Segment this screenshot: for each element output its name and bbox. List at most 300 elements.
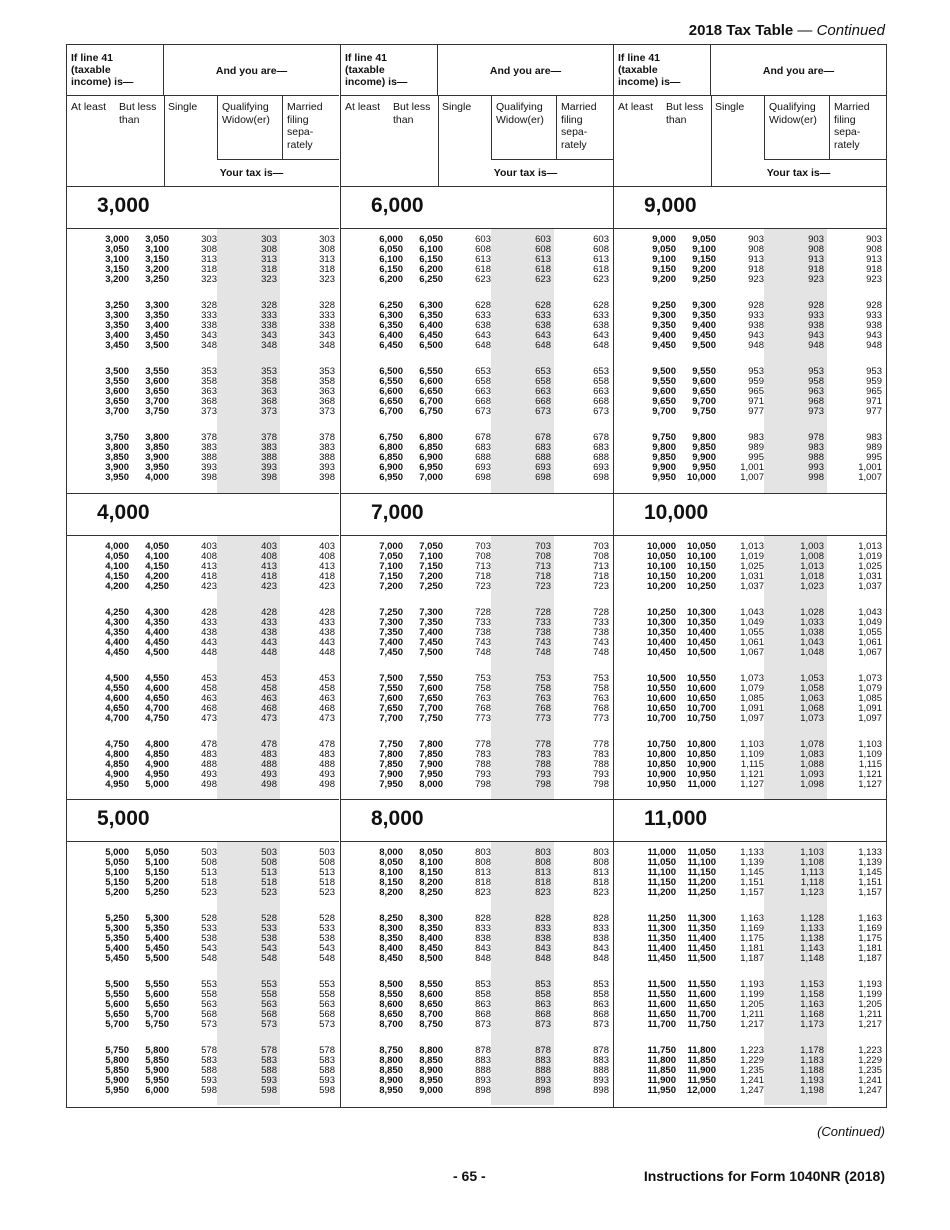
married-separately-tax: 723 [593,581,609,592]
single-tax: 403 [201,541,217,552]
qualifying-widow-tax: 703 [535,541,551,552]
qualifying-widow-tax: 573 [261,1019,277,1030]
but-less-than-value: 7,950 [419,769,443,780]
married-separately-tax: 323 [319,274,335,285]
but-less-than-value: 10,750 [686,713,716,724]
but-less-than-value: 8,350 [419,923,443,934]
married-separately-tax: 568 [319,1009,335,1020]
single-tax: 608 [475,244,491,255]
single-tax: 1,001 [740,462,764,473]
but-less-than-value: 8,650 [419,999,443,1010]
at-least-value: 3,800 [105,442,129,453]
married-separately-tax: 648 [593,340,609,351]
at-least-value: 6,150 [379,264,403,275]
at-least-label: At least [71,101,107,113]
married-separately-tax: 403 [319,541,335,552]
single-tax: 1,109 [740,749,764,760]
at-least-value: 11,600 [647,999,676,1010]
single-tax: 977 [748,406,764,417]
but-less-than-value: 6,800 [419,432,443,443]
at-least-value: 7,550 [379,683,403,694]
at-least-value: 4,950 [105,779,129,790]
income-block [67,493,339,799]
at-least-value: 4,250 [105,607,129,618]
at-least-value: 11,450 [647,953,676,964]
single-tax: 338 [201,320,217,331]
married-separately-tax: 1,109 [858,749,882,760]
single-tax: 1,079 [740,683,764,694]
qualifying-widow-tax: 653 [535,366,551,377]
income-block [614,186,886,493]
table-column [613,45,886,1107]
at-least-value: 6,100 [379,254,403,265]
single-tax: 618 [475,264,491,275]
qualifying-widow-tax: 958 [808,376,824,387]
but-less-than-value: 10,100 [686,551,716,562]
single-tax: 598 [201,1085,217,1096]
married-separately-tax: 343 [319,330,335,341]
at-least-value: 6,700 [379,406,403,417]
qualifying-widow-tax: 513 [261,867,277,878]
married-separately-tax: 608 [593,244,609,255]
at-least-value: 3,650 [105,396,129,407]
married-separately-tax: 878 [593,1045,609,1056]
income-block [67,799,339,1105]
at-least-value: 3,300 [105,310,129,321]
qualifying-widow-tax: 533 [261,923,277,934]
table-row [341,648,613,658]
at-least-value: 9,100 [652,254,676,265]
but-less-than-value: 10,250 [686,581,716,592]
at-least-value: 4,300 [105,617,129,628]
single-tax: 658 [475,376,491,387]
married-separately-tax: 353 [319,366,335,377]
qualifying-widow-tax: 688 [535,452,551,463]
but-less-than-value: 7,000 [419,472,443,483]
block-label: 4,000 [97,501,150,524]
single-tax: 318 [201,264,217,275]
married-separately-tax: 313 [319,254,335,265]
qualifying-widow-tax: 1,123 [800,887,824,898]
but-less-than-value: 9,300 [692,300,716,311]
single-tax: 633 [475,310,491,321]
but-less-than-value: 7,550 [419,673,443,684]
qualifying-widow-tax: 343 [261,330,277,341]
single-tax: 848 [475,953,491,964]
but-less-than-value: 8,900 [419,1065,443,1076]
at-least-value: 6,650 [379,396,403,407]
married-separately-tax: 653 [593,366,609,377]
qualifying-widow-tax: 993 [808,462,824,473]
but-less-than-value: 10,800 [686,739,716,750]
at-least-value: 7,400 [379,637,403,648]
at-least-value: 4,550 [105,683,129,694]
married-separately-tax: 368 [319,396,335,407]
but-less-than-value: 5,300 [145,913,169,924]
but-less-than-value: 12,000 [686,1085,716,1096]
header-divider [764,159,886,160]
qualifying-widow-tax: 523 [261,887,277,898]
but-less-than-value: 10,000 [686,472,716,483]
married-separately-tax: 398 [319,472,335,483]
but-less-than-value: 9,100 [692,244,716,255]
single-tax: 1,019 [740,551,764,562]
but-less-than-value: 5,700 [145,1009,169,1020]
at-least-value: 9,350 [652,320,676,331]
at-least-value: 10,800 [646,749,676,760]
at-least-value: 6,000 [379,234,403,245]
qualifying-widow-tax: 728 [535,607,551,618]
married-separately-tax: 688 [593,452,609,463]
married-separately-tax: 478 [319,739,335,750]
single-tax: 888 [475,1065,491,1076]
table-column [340,45,613,1107]
single-tax: 548 [201,953,217,964]
but-less-than-value: 5,400 [145,933,169,944]
at-least-value: 4,200 [105,581,129,592]
qualifying-widow-tax: 763 [535,693,551,704]
qualifying-widow-tax: 1,148 [800,953,824,964]
married-separately-tax: 943 [866,330,882,341]
header-divider [217,159,339,160]
single-tax: 1,163 [740,913,764,924]
but-less-than-value: 5,250 [145,887,169,898]
but-less-than-value: 6,000 [145,1085,169,1096]
single-tax: 1,127 [740,779,764,790]
header-divider [764,96,765,159]
but-less-than-value: 5,550 [145,979,169,990]
at-least-value: 4,800 [105,749,129,760]
at-least-value: 5,350 [105,933,129,944]
married-separately-tax: 423 [319,581,335,592]
qualifying-widow-tax: 963 [808,386,824,397]
but-less-than-value: 10,150 [686,561,716,572]
single-tax: 643 [475,330,491,341]
qualifying-widow-tax: 388 [261,452,277,463]
married-separately-tax: 763 [593,693,609,704]
qualifying-widow-tax: 658 [535,376,551,387]
single-tax: 1,133 [740,847,764,858]
single-tax: 663 [475,386,491,397]
qualifying-widow-tax: 583 [261,1055,277,1066]
single-tax: 1,187 [740,953,764,964]
but-less-than-value: 9,200 [692,264,716,275]
married-separately-tax: 468 [319,703,335,714]
at-least-value: 11,800 [647,1055,676,1066]
at-least-value: 7,100 [379,561,403,572]
qualifying-widow-tax: 613 [535,254,551,265]
but-less-than-value: 4,150 [145,561,169,572]
but-less-than-value: 3,650 [145,386,169,397]
table-row [67,582,339,592]
married-separately-tax: 1,115 [858,759,882,770]
married-separately-tax: 338 [319,320,335,331]
qualifying-widow-tax: 333 [261,310,277,321]
married-separately-tax: 358 [319,376,335,387]
but-less-than-value: 6,500 [419,340,443,351]
qualifying-widow-tax: 313 [261,254,277,265]
qualifying-widow-tax: 788 [535,759,551,770]
but-less-than-value: 5,750 [145,1019,169,1030]
married-separately-tax: 618 [593,264,609,275]
but-less-than-value: 8,850 [419,1055,443,1066]
single-tax: 393 [201,462,217,473]
qualifying-widow-tax: 438 [261,627,277,638]
but-less-than-value: 5,600 [145,989,169,1000]
your-tax-is-label: Your tax is— [493,167,558,179]
at-least-value: 4,000 [105,541,129,552]
married-separately-tax: 598 [319,1085,335,1096]
single-tax: 383 [201,442,217,453]
column-header [341,45,613,187]
married-separately-tax: 1,085 [858,693,882,704]
at-least-value: 8,500 [379,979,403,990]
at-least-value: 5,850 [105,1065,129,1076]
qualifying-widow-tax: 418 [261,571,277,582]
qualifying-widow-tax: 1,183 [800,1055,824,1066]
at-least-value: 10,950 [646,779,676,790]
at-least-value: 10,300 [646,617,676,628]
single-tax: 798 [475,779,491,790]
single-tax: 733 [475,617,491,628]
but-less-than-value: 4,550 [145,673,169,684]
married-separately-tax: 1,157 [858,887,882,898]
single-tax: 578 [201,1045,217,1056]
single-tax: 703 [475,541,491,552]
married-separately-tax: 328 [319,300,335,311]
at-least-value: 4,350 [105,627,129,638]
but-less-than-value: 10,450 [686,637,716,648]
but-less-than-value: 5,000 [145,779,169,790]
single-tax: 358 [201,376,217,387]
qualifying-widow-tax: 758 [535,683,551,694]
married-separately-tax: 977 [866,406,882,417]
at-least-value: 8,700 [379,1019,403,1030]
single-tax: 743 [475,637,491,648]
married-separately-tax: 383 [319,442,335,453]
married-separately-tax: 983 [866,432,882,443]
but-less-than-value: 9,250 [692,274,716,285]
married-separately-tax: 783 [593,749,609,760]
single-tax: 959 [748,376,764,387]
qualifying-widow-tax: 398 [261,472,277,483]
at-least-value: 9,400 [652,330,676,341]
single-tax: 833 [475,923,491,934]
but-less-than-value: 3,350 [145,310,169,321]
single-tax: 488 [201,759,217,770]
but-less-than-value: 4,250 [145,581,169,592]
single-tax: 588 [201,1065,217,1076]
married-separately-tax: 833 [593,923,609,934]
but-less-than-value: 11,000 [687,779,716,790]
but-less-than-value: 6,750 [419,406,443,417]
at-least-value: 10,550 [646,683,676,694]
qualifying-widow-tax: 348 [261,340,277,351]
table-row [67,341,339,351]
single-tax: 1,103 [740,739,764,750]
at-least-value: 9,800 [652,442,676,453]
qualifying-widow-tax: 1,008 [800,551,824,562]
married-separately-tax: 413 [319,561,335,572]
single-tax: 698 [475,472,491,483]
at-least-value: 5,250 [105,913,129,924]
married-separately-tax: 408 [319,551,335,562]
single-tax: 1,199 [740,989,764,1000]
but-less-than-value: 8,150 [419,867,443,878]
single-tax: 948 [748,340,764,351]
married-separately-tax: 613 [593,254,609,265]
qualifying-widow-tax: 1,028 [800,607,824,618]
single-tax: 378 [201,432,217,443]
table-row [67,780,339,790]
single-tax: 1,247 [740,1085,764,1096]
qualifying-widow-tax: 493 [261,769,277,780]
qualifying-widow-tax: 403 [261,541,277,552]
single-tax: 1,181 [740,943,764,954]
qualifying-widow-tax: 1,153 [800,979,824,990]
but-less-than-value: 11,400 [687,933,716,944]
married-separately-tax: 503 [319,847,335,858]
qualifying-widow-tax: 793 [535,769,551,780]
married-separately-tax: 658 [593,376,609,387]
but-less-than-value: 7,050 [419,541,443,552]
qualifying-widow-tax: 1,173 [800,1019,824,1030]
but-less-than-value: 3,600 [145,376,169,387]
qualifying-widow-tax: 778 [535,739,551,750]
qualifying-widow-tax: 738 [535,627,551,638]
table-row [67,275,339,285]
single-tax: 368 [201,396,217,407]
qualifying-widow-tax: 913 [808,254,824,265]
at-least-value: 3,000 [105,234,129,245]
single-tax: 1,175 [740,933,764,944]
but-less-than-value: 8,600 [419,989,443,1000]
married-separately-tax: 918 [866,264,882,275]
but-less-than-value: 3,700 [145,396,169,407]
but-less-than-value: 7,450 [419,637,443,648]
qualifying-widow-tax: 338 [261,320,277,331]
married-separately-tax: 433 [319,617,335,628]
single-label: Single [442,101,472,113]
qualifying-widow-tax: 648 [535,340,551,351]
single-tax: 1,067 [740,647,764,658]
but-less-than-value: 10,950 [686,769,716,780]
single-tax: 613 [475,254,491,265]
but-less-than-value: 10,350 [686,617,716,628]
single-tax: 563 [201,999,217,1010]
but-less-than-value: 9,350 [692,310,716,321]
at-least-value: 8,950 [379,1085,403,1096]
single-tax: 668 [475,396,491,407]
married-separately-tax: 863 [593,999,609,1010]
at-least-value: 11,300 [647,923,676,934]
qualifying-widow-tax: 633 [535,310,551,321]
married-separately-tax: 989 [866,442,882,453]
block-label: 9,000 [644,194,697,217]
block-label: 6,000 [371,194,424,217]
qualifying-widow-tax: 543 [261,943,277,954]
at-least-value: 6,550 [379,376,403,387]
married-separately-tax: 693 [593,462,609,473]
but-less-than-value: 8,800 [419,1045,443,1056]
married-separately-tax: 1,223 [858,1045,882,1056]
at-least-value: 3,900 [105,462,129,473]
at-least-value: 8,100 [379,867,403,878]
married-separately-tax: 418 [319,571,335,582]
at-least-value: 7,350 [379,627,403,638]
qualifying-widow-tax: 968 [808,396,824,407]
at-least-value: 11,850 [647,1065,676,1076]
single-tax: 853 [475,979,491,990]
table-row [614,341,886,351]
block-label: 7,000 [371,501,424,524]
qualifying-widow-tax: 423 [261,581,277,592]
qualifying-widow-label: Qualifying Widow(er) [496,101,544,126]
if-line-label: If line 41 (taxable income) is— [71,52,134,88]
at-least-value: 7,150 [379,571,403,582]
married-separately-tax: 971 [866,396,882,407]
but-less-than-value: 9,650 [692,386,716,397]
qualifying-widow-tax: 413 [261,561,277,572]
table-row [614,954,886,964]
married-separately-tax: 558 [319,989,335,1000]
married-separately-tax: 843 [593,943,609,954]
married-separately-tax: 1,007 [858,472,882,483]
single-tax: 463 [201,693,217,704]
but-less-than-value: 3,750 [145,406,169,417]
but-less-than-value: 10,300 [686,607,716,618]
single-tax: 843 [475,943,491,954]
page-number: - 65 - [453,1168,486,1184]
qualifying-widow-tax: 483 [261,749,277,760]
qualifying-widow-tax: 1,093 [800,769,824,780]
qualifying-widow-tax: 468 [261,703,277,714]
at-least-value: 11,400 [647,943,676,954]
single-label: Single [168,101,198,113]
single-tax: 593 [201,1075,217,1086]
but-less-than-value: 8,250 [419,887,443,898]
at-least-value: 9,950 [652,472,676,483]
but-less-than-value: 4,200 [145,571,169,582]
but-less-than-value: 9,800 [692,432,716,443]
qualifying-widow-tax: 1,108 [800,857,824,868]
married-separately-tax: 1,205 [858,999,882,1010]
qualifying-widow-tax: 498 [261,779,277,790]
qualifying-widow-tax: 863 [535,999,551,1010]
but-less-than-value: 10,700 [686,703,716,714]
single-tax: 453 [201,673,217,684]
if-line-cell [341,45,438,96]
married-separately-tax: 488 [319,759,335,770]
header-divider [491,159,613,160]
at-least-value: 5,700 [105,1019,129,1030]
married-separately-tax: 713 [593,561,609,572]
at-least-value: 5,500 [105,979,129,990]
qualifying-widow-tax: 1,158 [800,989,824,1000]
married-separately-tax: 908 [866,244,882,255]
married-separately-tax: 903 [866,234,882,245]
married-separately-tax: 1,181 [858,943,882,954]
but-less-than-value: 7,250 [419,581,443,592]
at-least-value: 8,300 [379,923,403,934]
single-tax: 863 [475,999,491,1010]
at-least-value: 10,900 [646,769,676,780]
single-tax: 348 [201,340,217,351]
block-heading [67,799,339,842]
but-less-than-value: 6,900 [419,452,443,463]
table-row [614,275,886,285]
at-least-value: 8,000 [379,847,403,858]
